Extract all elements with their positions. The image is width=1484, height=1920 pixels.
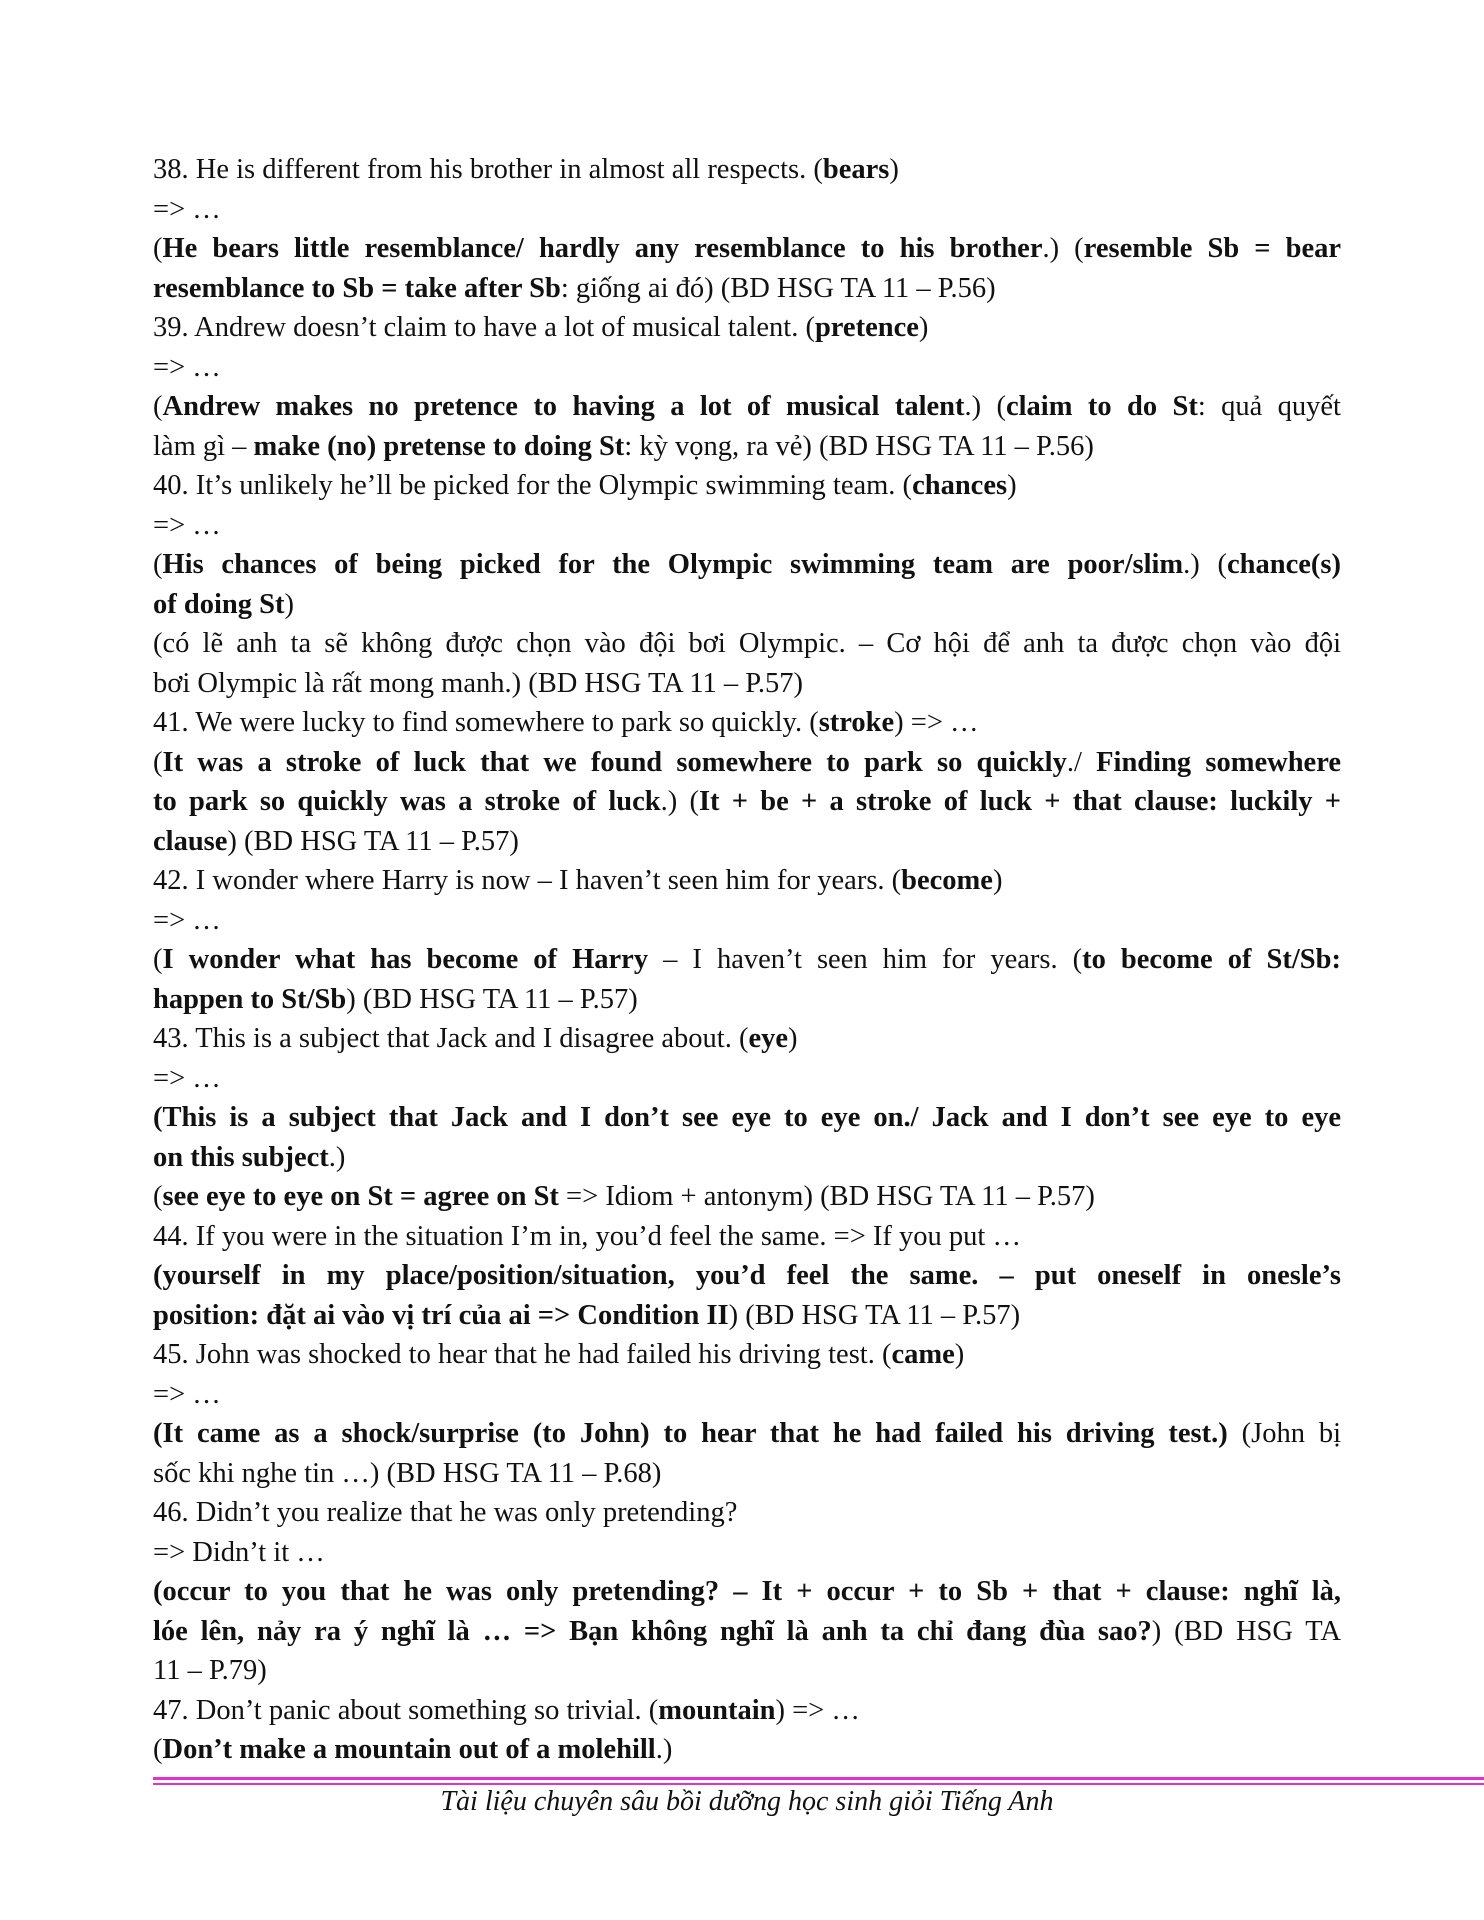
text: ( [153, 549, 163, 580]
line-q39-arrow [153, 348, 1341, 388]
bold-text: It + be + a stroke of luck + that clause: luckily + [698, 786, 1342, 817]
bold-text: He bears little resemblance/ hardly any resemblance to his brother [162, 233, 1043, 264]
bold-text: came [891, 1339, 955, 1370]
bold-text: lóe lên, nảy ra ý nghĩ là … => Bạn không nghĩ là anh ta chỉ đang đùa sao? [153, 1615, 1152, 1647]
bold-text: (occur to you that he was only pretending? – It + occur + to Sb + that + clause: nghĩ là, [153, 1576, 1341, 1607]
line-q46-arrow [153, 1533, 1341, 1573]
bold-text: claim to do St [1005, 391, 1198, 422]
bold-text: (yourself in my place/position/situation, you’d feel the same. – put oneself in onesle’s [153, 1260, 1341, 1291]
text: .) ( [964, 391, 1006, 422]
bold-text: clause [153, 825, 228, 857]
bold-text: to park so quickly was a stroke of luck [153, 786, 661, 817]
line-q42 [153, 861, 1341, 901]
text: => … [153, 904, 221, 936]
bold-text: Andrew makes no pretence to having a lot of musical talent [162, 391, 965, 422]
line-a43-2 [153, 1138, 1341, 1178]
text: ) [889, 154, 899, 185]
text: 44. If you were in the situation I’m in, you’d feel the same. => If you put … [153, 1220, 1021, 1252]
text: (John bị [1227, 1418, 1341, 1449]
line-a41-2 [153, 782, 1341, 822]
line-a42-2 [153, 980, 1341, 1020]
line-a40-2 [153, 585, 1341, 625]
line-q40 [153, 466, 1341, 506]
text: làm gì – [153, 430, 254, 462]
line-q38-arrow [153, 190, 1341, 230]
line-q43 [153, 1019, 1341, 1059]
line-q42-arrow [153, 901, 1341, 941]
text: 42. I wonder where Harry is now – I haven’t seen him for years. ( [153, 865, 902, 896]
text: sốc khi nghe tin …) (BD HSG TA 11 – P.68) [153, 1457, 662, 1489]
line-a44-2 [153, 1296, 1341, 1336]
line-a46-1 [153, 1572, 1341, 1612]
bold-text: position: đặt ai vào vị trí của ai => Condition II [153, 1299, 729, 1331]
footer-rule-top [153, 1777, 1484, 1780]
text: => Idiom + antonym) (BD HSG TA 11 – P.57) [558, 1181, 1095, 1212]
line-a41-1 [153, 743, 1341, 783]
text: : quả quyết [1197, 391, 1341, 422]
bold-text: make (no) pretense to doing St [253, 430, 625, 462]
text: ( [153, 746, 163, 778]
text: : giống ai đó) (BD HSG TA 11 – P.56) [560, 272, 996, 304]
bold-text: chance(s) [1227, 549, 1341, 580]
line-a41-3 [153, 822, 1341, 862]
line-q39 [153, 308, 1341, 348]
footer-text: Tài liệu chuyên sâu bồi dưỡng học sinh giỏi Tiếng Anh [440, 1786, 1054, 1817]
text: ( [153, 1181, 163, 1212]
text: 41. We were lucky to find somewhere to park so quickly. ( [153, 707, 819, 738]
text: 45. John was shocked to hear that he had failed his driving test. ( [153, 1339, 892, 1370]
bold-text: pretence [814, 312, 919, 343]
text: 43. This is a subject that Jack and I disagree about. ( [153, 1023, 749, 1054]
text: => Didn’t it … [153, 1536, 325, 1568]
line-q45 [153, 1335, 1341, 1375]
text: ( [153, 391, 163, 422]
text: bơi Olympic là rất mong manh.) (BD HSG TA 11 – P.57) [153, 667, 804, 699]
text: ) [788, 1023, 798, 1054]
line-q47 [153, 1691, 1341, 1731]
bold-text: resemble Sb = bear [1083, 233, 1342, 264]
bold-text: eye [748, 1023, 789, 1054]
line-a38-1 [153, 229, 1341, 269]
line-a45-1 [153, 1414, 1341, 1454]
line-a46-3 [153, 1651, 1341, 1691]
bold-text: to become of St/Sb: [1082, 944, 1341, 975]
line-q38 [153, 150, 1341, 190]
bold-text: I wonder what has become of Harry [162, 944, 649, 975]
text: ( [153, 944, 163, 975]
text: ) (BD HSG TA 11 – P.57) [728, 1299, 1021, 1331]
line-a39-2 [153, 427, 1341, 467]
text: .) ( [1042, 233, 1084, 264]
text: ) [992, 865, 1003, 896]
line-a38-2 [153, 269, 1341, 309]
document-body [153, 150, 1341, 1770]
text: .) [328, 1141, 346, 1173]
line-a45-2 [153, 1454, 1341, 1494]
bold-text: bears [822, 154, 890, 185]
line-q41 [153, 703, 1341, 743]
bold-text: resemblance to Sb = take after Sb [153, 272, 561, 304]
line-a47-1 [153, 1730, 1341, 1770]
bold-text: Finding somewhere [1096, 746, 1341, 778]
bold-text: become [901, 865, 993, 896]
line-a43-1 [153, 1098, 1341, 1138]
text: 39. Andrew doesn’t claim to have a lot of musical talent. ( [153, 312, 815, 343]
bold-text: His chances of being picked for the Olympic swimming team are poor/slim [162, 549, 1184, 580]
text: 11 – P.79) [153, 1655, 267, 1686]
bold-text: Don’t make a mountain out of a molehill [162, 1734, 656, 1765]
text: ) (BD HSG TA [1151, 1615, 1341, 1647]
text: => … [153, 1378, 221, 1410]
text: 47. Don’t panic about something so trivial. ( [153, 1694, 659, 1726]
bold-text: (It came as a shock/surprise (to John) to hear that he had failed his driving test.) [153, 1418, 1228, 1449]
bold-text: stroke [818, 707, 895, 738]
text: ) [284, 588, 294, 620]
text: => … [153, 1062, 221, 1094]
text: ) (BD HSG TA 11 – P.57) [227, 825, 519, 857]
text: ) => … [894, 707, 979, 738]
line-a40-1 [153, 545, 1341, 585]
text: ) => … [775, 1694, 860, 1726]
bold-text: It was a stroke of luck that we found somewhere to park so quickly [162, 746, 1067, 778]
text: – I haven’t seen him for years. ( [648, 944, 1083, 975]
text: ) [918, 312, 929, 343]
text: .) [655, 1734, 673, 1765]
text: 38. He is different from his brother in almost all respects. ( [153, 154, 823, 185]
text: ) [954, 1339, 965, 1370]
bold-text: (This is a subject that Jack and I don’t see eye to eye on./ Jack and I don’t see eye to eye [153, 1102, 1341, 1133]
bold-text: see eye to eye on St = agree on St [162, 1181, 559, 1212]
text: (có lẽ anh ta sẽ không được chọn vào đội bơi Olympic. – Cơ hội để anh ta được chọn vào đội [153, 628, 1341, 659]
bold-text: happen to St/Sb [153, 983, 347, 1015]
line-q44 [153, 1217, 1341, 1257]
text: => … [153, 351, 221, 383]
line-a46-2 [153, 1612, 1341, 1652]
line-a42-1 [153, 940, 1341, 980]
text: 46. Didn’t you realize that he was only pretending? [153, 1497, 738, 1528]
text: ./ [1066, 746, 1097, 778]
line-q46 [153, 1493, 1341, 1533]
text: => … [153, 509, 221, 541]
text: ( [153, 233, 163, 264]
bold-text: mountain [658, 1694, 776, 1726]
bold-text: on this subject [153, 1141, 329, 1173]
line-a39-1 [153, 387, 1341, 427]
text: : kỳ vọng, ra vẻ) (BD HSG TA 11 – P.56) [624, 430, 1094, 462]
line-a43-3 [153, 1177, 1341, 1217]
line-q40-arrow [153, 506, 1341, 546]
text: ) (BD HSG TA 11 – P.57) [346, 983, 638, 1015]
line-q43-arrow [153, 1059, 1341, 1099]
text: 40. It’s unlikely he’ll be picked for the Olympic swimming team. ( [153, 470, 913, 501]
text: ( [153, 1734, 163, 1765]
text: .) ( [1183, 549, 1228, 580]
bold-text: chances [912, 470, 1008, 501]
line-q45-arrow [153, 1375, 1341, 1415]
text: => … [153, 193, 221, 225]
line-a40-3 [153, 624, 1341, 664]
bold-text: of doing St [153, 588, 285, 620]
line-a44-1 [153, 1256, 1341, 1296]
line-a40-4 [153, 664, 1341, 704]
text: ) [1007, 470, 1017, 501]
text: .) ( [660, 786, 699, 817]
